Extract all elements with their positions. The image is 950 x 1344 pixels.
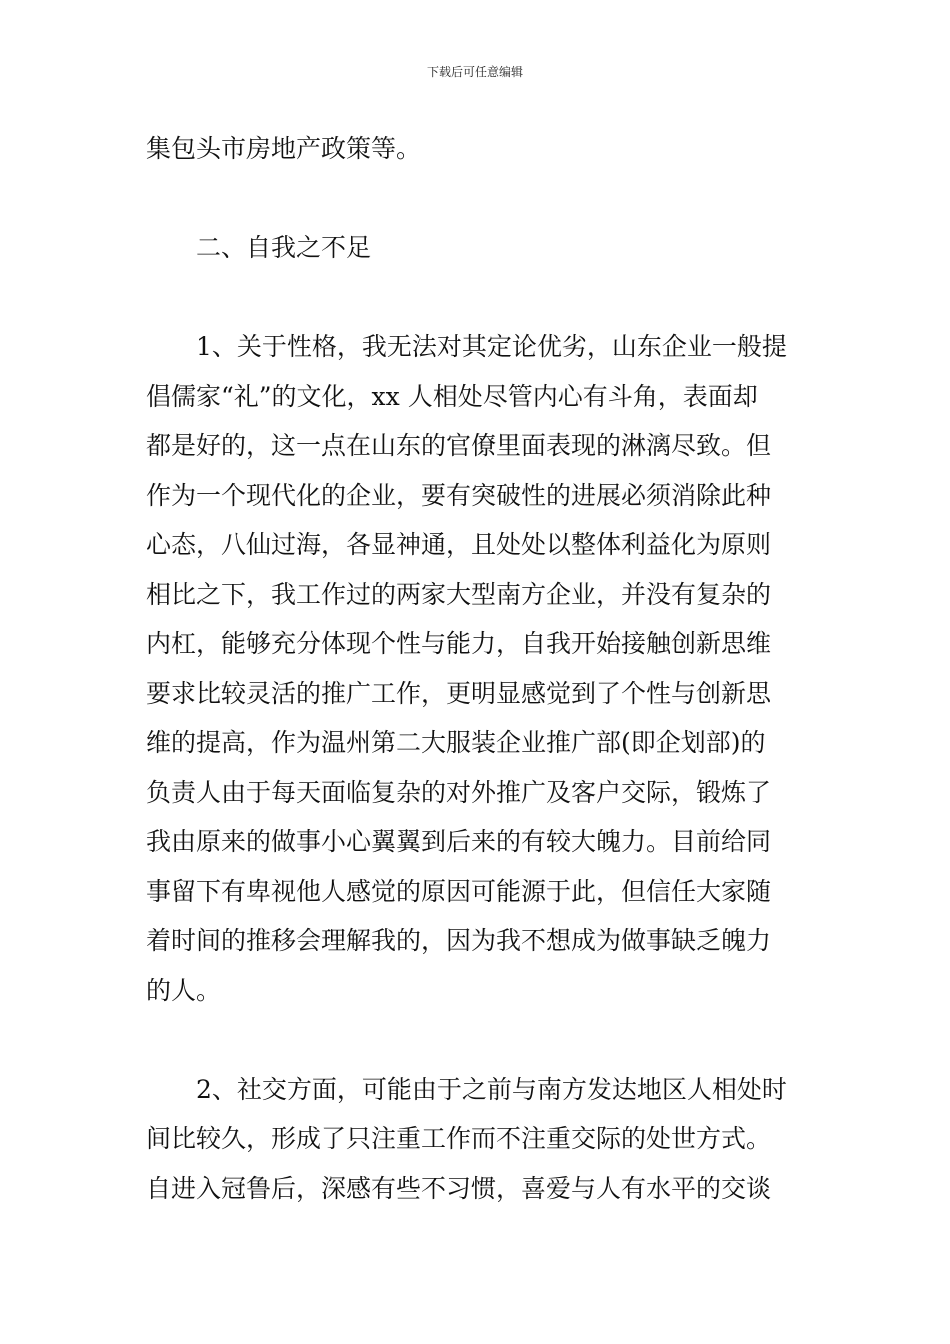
text-line: 自进入冠鲁后，深感有些不习惯，喜爱与人有水平的交谈 [146, 1173, 772, 1203]
text-line: 作为一个现代化的企业，要有突破性的进展必须消除此种 [146, 480, 772, 510]
text-line: 要求比较灵活的推广工作，更明显感觉到了个性与创新思 [146, 678, 772, 708]
text-line: 集包头市房地产政策等。 [146, 134, 422, 163]
text-line: 维的提高，作为温州第二大服装企业推广部(即企划部)的 [146, 728, 766, 757]
paragraph-gap [146, 273, 810, 323]
paragraph-continuation [146, 124, 810, 174]
paragraph-gap [146, 1015, 810, 1065]
text-line: 内杠，能够充分体现个性与能力，自我开始接触创新思维 [146, 629, 772, 658]
paragraph-personality [146, 322, 810, 1015]
page-header: 下载后可任意编辑 [426, 65, 523, 79]
section-heading [146, 223, 810, 273]
text-line: 倡儒家“礼”的文化，xx 人相处尽管内心有斗角，表面却 [146, 381, 758, 411]
text-line: 1、关于性格，我无法对其定论优劣，山东企业一般提 [196, 332, 787, 361]
text-line: 我由原来的做事小心翼翼到后来的有较大魄力。目前给同 [146, 827, 772, 856]
text-line: 间比较久，形成了只注重工作而不注重交际的处世方式。 [146, 1124, 772, 1153]
text-line: 相比之下，我工作过的两家大型南方企业，并没有复杂的 [146, 579, 772, 609]
paragraph-social [146, 1065, 810, 1214]
text-line: 2、社交方面，可能由于之前与南方发达地区人相处时 [196, 1074, 787, 1104]
text-line: 着时间的推移会理解我的，因为我不想成为做事缺乏魄力 [146, 926, 772, 955]
paragraph-gap [146, 174, 810, 224]
text-line: 都是好的，这一点在山东的官僚里面表现的淋漓尽致。但 [146, 431, 772, 460]
text-line: 事留下有卑视他人感觉的原因可能源于此，但信任大家随 [146, 876, 772, 906]
text-line: 心态，八仙过海，各显神通，且处处以整体利益化为原则 [146, 530, 772, 559]
text-line: 的人。 [146, 975, 222, 1005]
text-line: 二、自我之不足 [196, 233, 372, 262]
document-body [146, 124, 810, 1213]
text-line: 负责人由于每天面临复杂的对外推广及客户交际，锻炼了 [146, 777, 772, 807]
